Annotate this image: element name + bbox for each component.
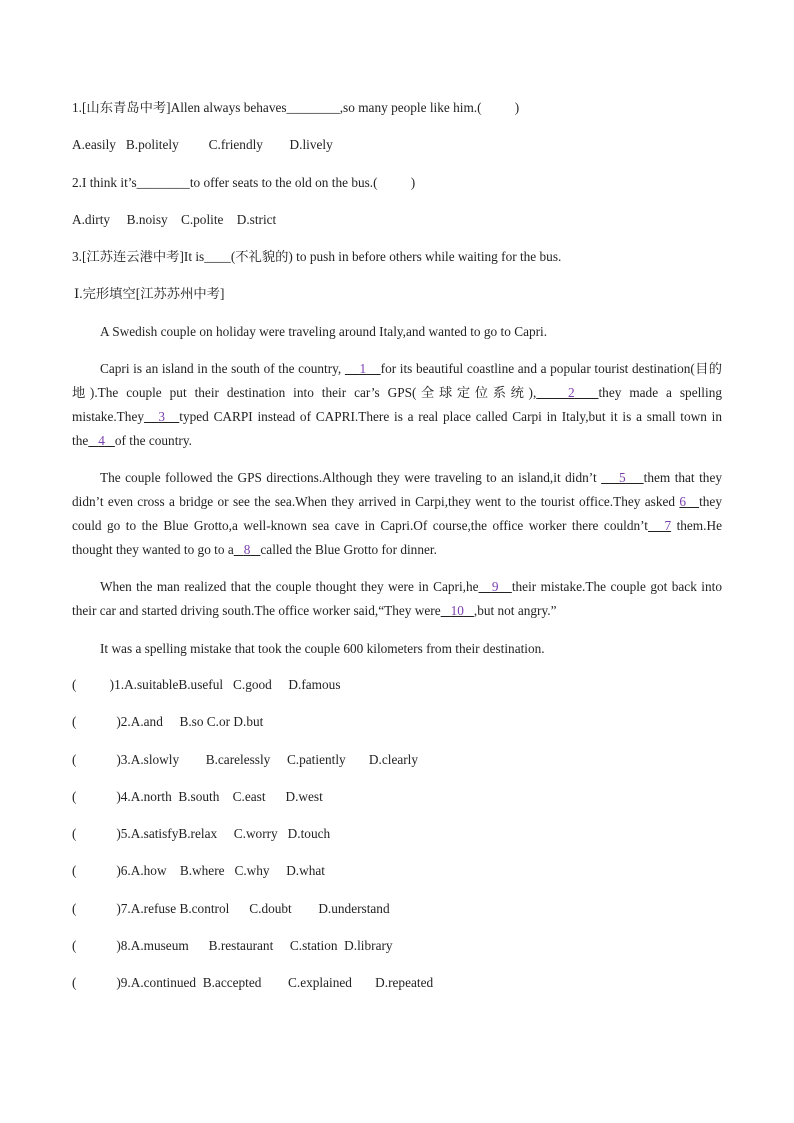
question-1-options: A.easily B.politely C.friendly D.lively [72,137,333,152]
text: for its beautiful coastline and a popular tourist destination(目的地).The couple put their destination into their car’s GPS(全球定位系统), [72,361,723,400]
blank-10: 10 [450,603,464,618]
text: them.He thought they wanted to go to a [72,518,722,557]
question-2-options: A.dirty B.noisy C.polite D.strict [72,212,277,227]
option-row-8: ( )8.A.museum B.restaurant C.station D.library [72,938,393,953]
passage-paragraph-3 [72,466,722,562]
question-2: 2.I think it’s________to offer seats to the old on the bus.( ) [72,175,416,190]
option-row-7: ( )7.A.refuse B.control C.doubt D.understand [72,901,390,916]
question-1: 1.[山东青岛中考]Allen always behaves________,so many people like him.( ) [72,100,520,115]
blank-4: 4 [98,433,105,448]
text: The couple followed the GPS directions.Although they were traveling to an island,it didn’t [100,470,602,485]
blank-5: 5 [619,470,626,485]
option-row-9: ( )9.A.continued B.accepted C.explained D.repeated [72,975,434,990]
blank-2: 2 [568,385,575,400]
option-row-2: ( )2.A.and B.so C.or D.but [72,714,264,729]
passage-paragraph-2 [72,357,722,453]
option-row-3: ( )3.A.slowly B.carelessly C.patiently D.clearly [72,752,419,767]
text: of the country. [114,433,192,448]
blank-1: 1 [359,361,367,376]
text: them that they didn’t even cross a bridge or see the sea.When they arrived in Carpi,they went to the tourist office.They asked [72,470,723,509]
text: typed CARPI instead of CAPRI.There is a real place called Carpi in Italy,but it is a small town in the [72,409,722,448]
text: Capri is an island in the south of the country, [100,361,345,376]
passage-paragraph-5: It was a spelling mistake that took the couple 600 kilometers from their destination. [100,641,545,656]
blank-3: 3 [158,409,165,424]
option-row-6: ( )6.A.how B.where C.why D.what [72,863,325,878]
blank-9: 9 [491,579,499,594]
text: When the man realized that the couple thought they were in Capri,he [100,579,479,594]
text: their mistake.The couple got back into their car and started driving south.The office worker said,“They were [72,579,722,618]
blank-8: 8 [243,542,251,557]
text: they could go to the Blue Grotto,a well-known sea cave in Capri.Of course,the office worker there couldn’t [72,494,722,533]
section-title: Ⅰ.完形填空[江苏苏州中考] [74,286,225,301]
text: they made a spelling mistake.They [72,385,722,424]
passage-paragraph-4 [72,575,722,623]
option-row-1: ( )1.A.suitableB.useful C.good D.famous [72,677,341,692]
option-row-4: ( )4.A.north B.south C.east D.west [72,789,323,804]
blank-6: 6 [679,494,687,509]
question-3: 3.[江苏连云港中考]It is____(不礼貌的) to push in before others while waiting for the bus. [72,249,562,264]
passage-paragraph-1: A Swedish couple on holiday were traveling around Italy,and wanted to go to Capri. [100,324,548,339]
option-row-5: ( )5.A.satisfyB.relax C.worry D.touch [72,826,331,841]
text: ,but not angry.” [473,603,557,618]
blank-7: 7 [664,518,672,533]
text: called the Blue Grotto for dinner. [260,542,437,557]
